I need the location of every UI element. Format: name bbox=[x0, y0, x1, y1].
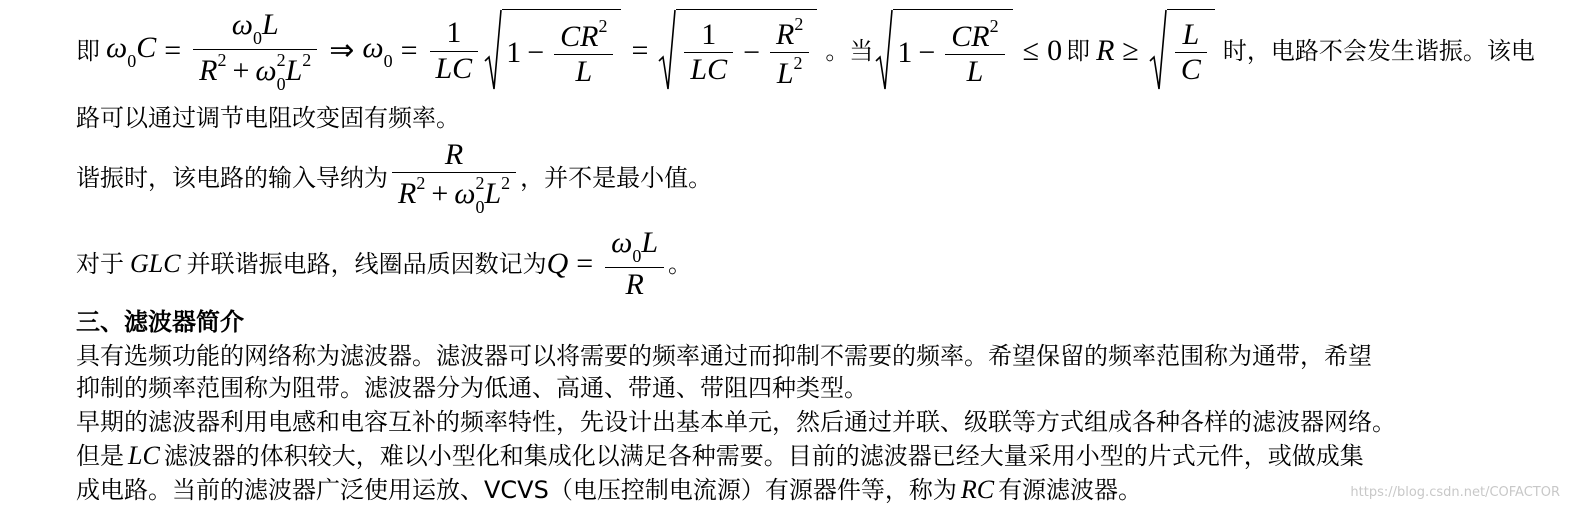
fraction-R-over-R2-omega2L2: $\frac{R}{R^2 + \omega^2_0L^2}$ bbox=[392, 138, 516, 218]
radical-sign-icon bbox=[875, 9, 893, 93]
rc-suffix: 有源滤波器。 bbox=[998, 476, 1143, 504]
formula-conclusion: 。当 bbox=[825, 37, 874, 65]
fraction-omega0L-over-R: $\frac{\omega_0L}{R}$ bbox=[605, 226, 664, 302]
lc-term: LC bbox=[128, 441, 160, 470]
q-suffix: 。 bbox=[668, 250, 693, 278]
implies-arrow: ⇒ bbox=[329, 34, 355, 67]
admittance-prefix: 谐振时，该电路的输入导纳为 bbox=[76, 164, 388, 192]
math-Q: Q bbox=[546, 247, 569, 280]
sqrt-condition: 1 − $\frac{CR^2}{L}$ bbox=[875, 9, 1012, 93]
sqrt-1-over-LC-minus-R2-over-L2: $\frac{1}{LC}$ − $\frac{R^2}{L^2}$ bbox=[658, 9, 817, 93]
lc-prefix: 但是 bbox=[76, 442, 124, 470]
formula-prefix: 即 bbox=[76, 37, 100, 65]
q-middle: 并联谐振电路，线圈品质因数记为 bbox=[186, 250, 547, 278]
math-R: R bbox=[1096, 34, 1115, 67]
radical-sign-icon bbox=[658, 9, 676, 93]
continuation-line: 路可以通过调节电阻改变固有频率。 bbox=[76, 104, 460, 132]
math-zero: 0 bbox=[1047, 34, 1063, 67]
q-prefix: 对于 bbox=[76, 250, 124, 278]
result-text: 时，电路不会发生谐振。该电 bbox=[1222, 37, 1535, 65]
watermark: https://blog.csdn.net/COFACTOR bbox=[1350, 485, 1560, 500]
q-circuit-term: GLC bbox=[130, 249, 181, 278]
fraction-omega0L-over-R2-omega2L2: $\frac{\omega_0L}{R^2 + \omega^2_0L^2}$ bbox=[193, 8, 317, 94]
radical-sign-icon bbox=[1149, 9, 1167, 93]
admittance-line bbox=[76, 137, 1562, 218]
paragraph-line-2: 抑制的频率范围称为阻带。滤波器分为低通、高通、带通、带阻四种类型。 bbox=[76, 374, 868, 402]
radical-sign-icon bbox=[484, 9, 502, 93]
admittance-suffix: ，并不是最小值。 bbox=[520, 164, 713, 192]
math-omega0-c: $\omega_0C$ bbox=[106, 30, 157, 71]
paragraph-line-4 bbox=[76, 442, 1562, 470]
sqrt-1-minus-CR2-over-L: 1 − $\frac{CR^2}{L}$ bbox=[484, 9, 621, 93]
paragraph-line-3: 早期的滤波器利用电感和电容互补的频率特性，先设计出基本单元，然后通过并联、级联等方式组成各种各样的滤波器网络。 bbox=[76, 408, 1396, 436]
lc-suffix: 滤波器的体积较大，难以小型化和集成化以满足各种需要。目前的滤波器已经大量采用小型的片式元件，或做成集 bbox=[163, 442, 1364, 470]
formula-line-resonance: 即 $\omega_0C$ = $\frac{\omega_0L}{R^2 + \omega^2_0L^2}$ ⇒ $\omega_0$ = $\frac{1}{LC}$ 1 − $\frac{CR^2}{L}$ = $\frac{1}{LC}$ − $\frac{R^2}{L^2}$ 。当 1 − $\frac{CR^2}{L}$ ≤ 0 即 R ≥ $\frac{L}{C}$ 时，电路不会发生谐振。该电 bbox=[76, 7, 1535, 94]
sqrt-L-over-C: $\frac{L}{C}$ bbox=[1149, 9, 1215, 93]
section-heading: 三、滤波器简介 bbox=[76, 308, 244, 336]
paragraph-line-1: 具有选频功能的网络称为滤波器。滤波器可以将需要的频率通过而抑制不需要的频率。希望保留的频率范围称为通带，希望 bbox=[76, 342, 1372, 370]
condition-text: 即 bbox=[1066, 37, 1091, 65]
math-omega0: $\omega_0$ bbox=[362, 30, 393, 71]
paragraph-line-5 bbox=[76, 476, 1562, 504]
rc-prefix: 成电路。当前的滤波器广泛使用运放、VCVS（电压控制电流源）有源器件等，称为 bbox=[76, 476, 957, 504]
rc-term: RC bbox=[960, 475, 995, 504]
q-factor-line: 对于 GLC 并联谐振电路，线圈品质因数记为 Q = $\frac{\omega_0L}{R}$ 。 bbox=[76, 225, 693, 301]
fraction-1-over-LC: $\frac{1}{LC}$ bbox=[430, 16, 479, 86]
